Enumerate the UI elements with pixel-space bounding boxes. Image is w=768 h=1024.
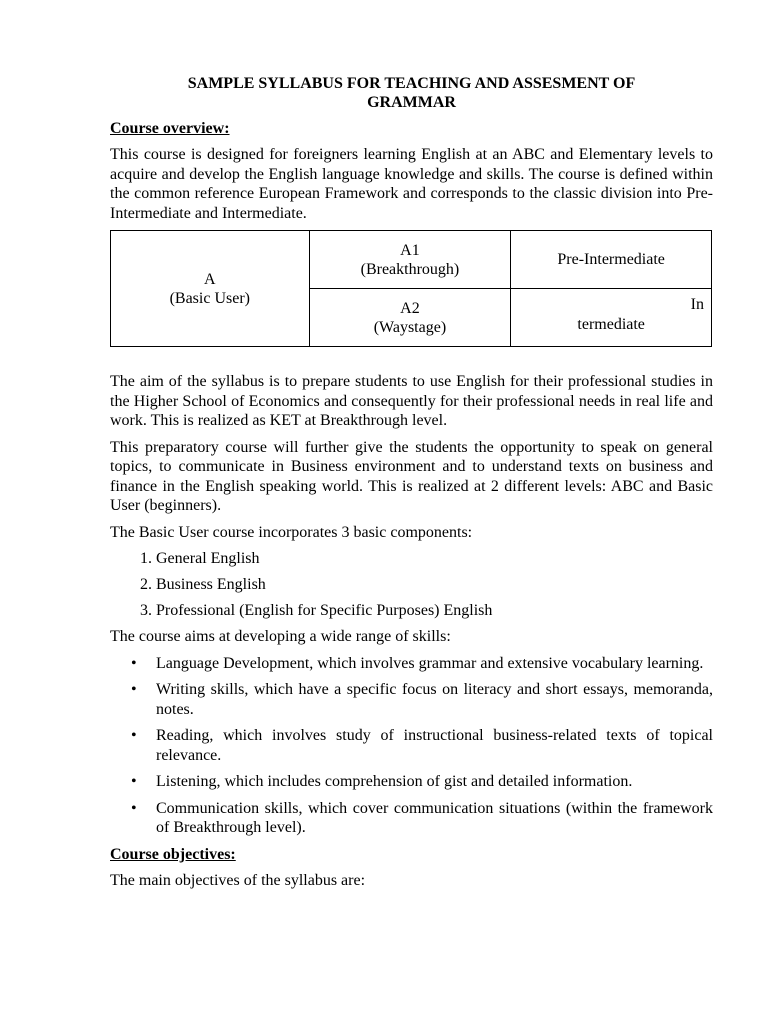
skill-text: Listening, which includes comprehension of gist and detailed information. [156,773,633,790]
skills-list [110,654,713,838]
list-item: 1. General English [156,549,713,568]
preparatory-paragraph: This preparatory course will further give the students the opportunity to speak on general topics, to communicate in Business environment and to understand texts on business and finance in the English speaking world. This is realized at 2 different levels: ABC and Basic User (beginners). [110,438,713,514]
list-item: 3. Professional (English for Specific Purposes) English [156,601,713,620]
objectives-intro: The main objectives of the syllabus are: [110,871,366,889]
document-page [110,74,713,897]
skill-text: Communication skills, which cover communication situations (within the framework of Breakthrough level). [156,799,713,836]
bullet-icon: • [131,681,137,698]
list-item: 2. Business English [156,575,713,594]
components-list [110,549,713,620]
level-a2-label: A2 [400,299,420,317]
components-intro: The Basic User course incorporates 3 basic components: [110,523,473,541]
level-a-description: (Basic User) [169,289,250,307]
skills-intro: The course aims at developing a wide range of skills: [110,628,451,645]
level-a1-cell [309,231,511,289]
bullet-icon: • [131,773,137,790]
bullet-icon: • [131,654,137,672]
course-overview-paragraph: This course is designed for foreigners learning English at an ABC and Elementary levels to acquire and develop the English language knowledge and skills. The course is defined within the common reference European Framework and corresponds to the classic division into Pre-Intermediate and Intermediate. [110,146,713,222]
level-a2-equivalent-part2: termediate [577,316,645,333]
list-item [131,726,713,765]
level-a2-equivalent-part1: In [690,296,704,313]
skill-text: Writing skills, which have a specific focus on literacy and short essays, memoranda, notes. [156,681,713,718]
list-item [131,772,713,792]
bullet-icon: • [131,799,137,817]
level-a1-label: A1 [400,241,420,259]
list-item [131,654,713,674]
course-overview-heading: Course overview: [110,120,230,137]
level-a-label: A [204,270,216,288]
level-a-cell [111,231,310,347]
level-a1-description: (Breakthrough) [360,260,460,278]
skill-text: Language Development, which involves grammar and extensive vocabulary learning. [156,654,704,672]
course-objectives-heading: Course objectives: [110,845,236,863]
level-table [110,230,712,347]
level-a2-description: (Waystage) [373,318,447,336]
document-title: SAMPLE SYLLABUS FOR TEACHING AND ASSESMENT OF GRAMMAR [187,75,636,111]
level-a2-cell [309,289,511,347]
aim-paragraph: The aim of the syllabus is to prepare students to use English for their professional studies in the Higher School of Economics and consequently for their professional needs in real life and work. This is realized as KET at Breakthrough level. [110,373,713,429]
skill-text: Reading, which involves study of instructional business-related texts of topical relevance. [156,727,713,764]
level-a2-equivalent [511,289,712,347]
list-item [131,680,713,719]
list-item [131,799,713,838]
level-a1-equivalent: Pre-Intermediate [511,231,712,289]
bullet-icon: • [131,727,137,744]
